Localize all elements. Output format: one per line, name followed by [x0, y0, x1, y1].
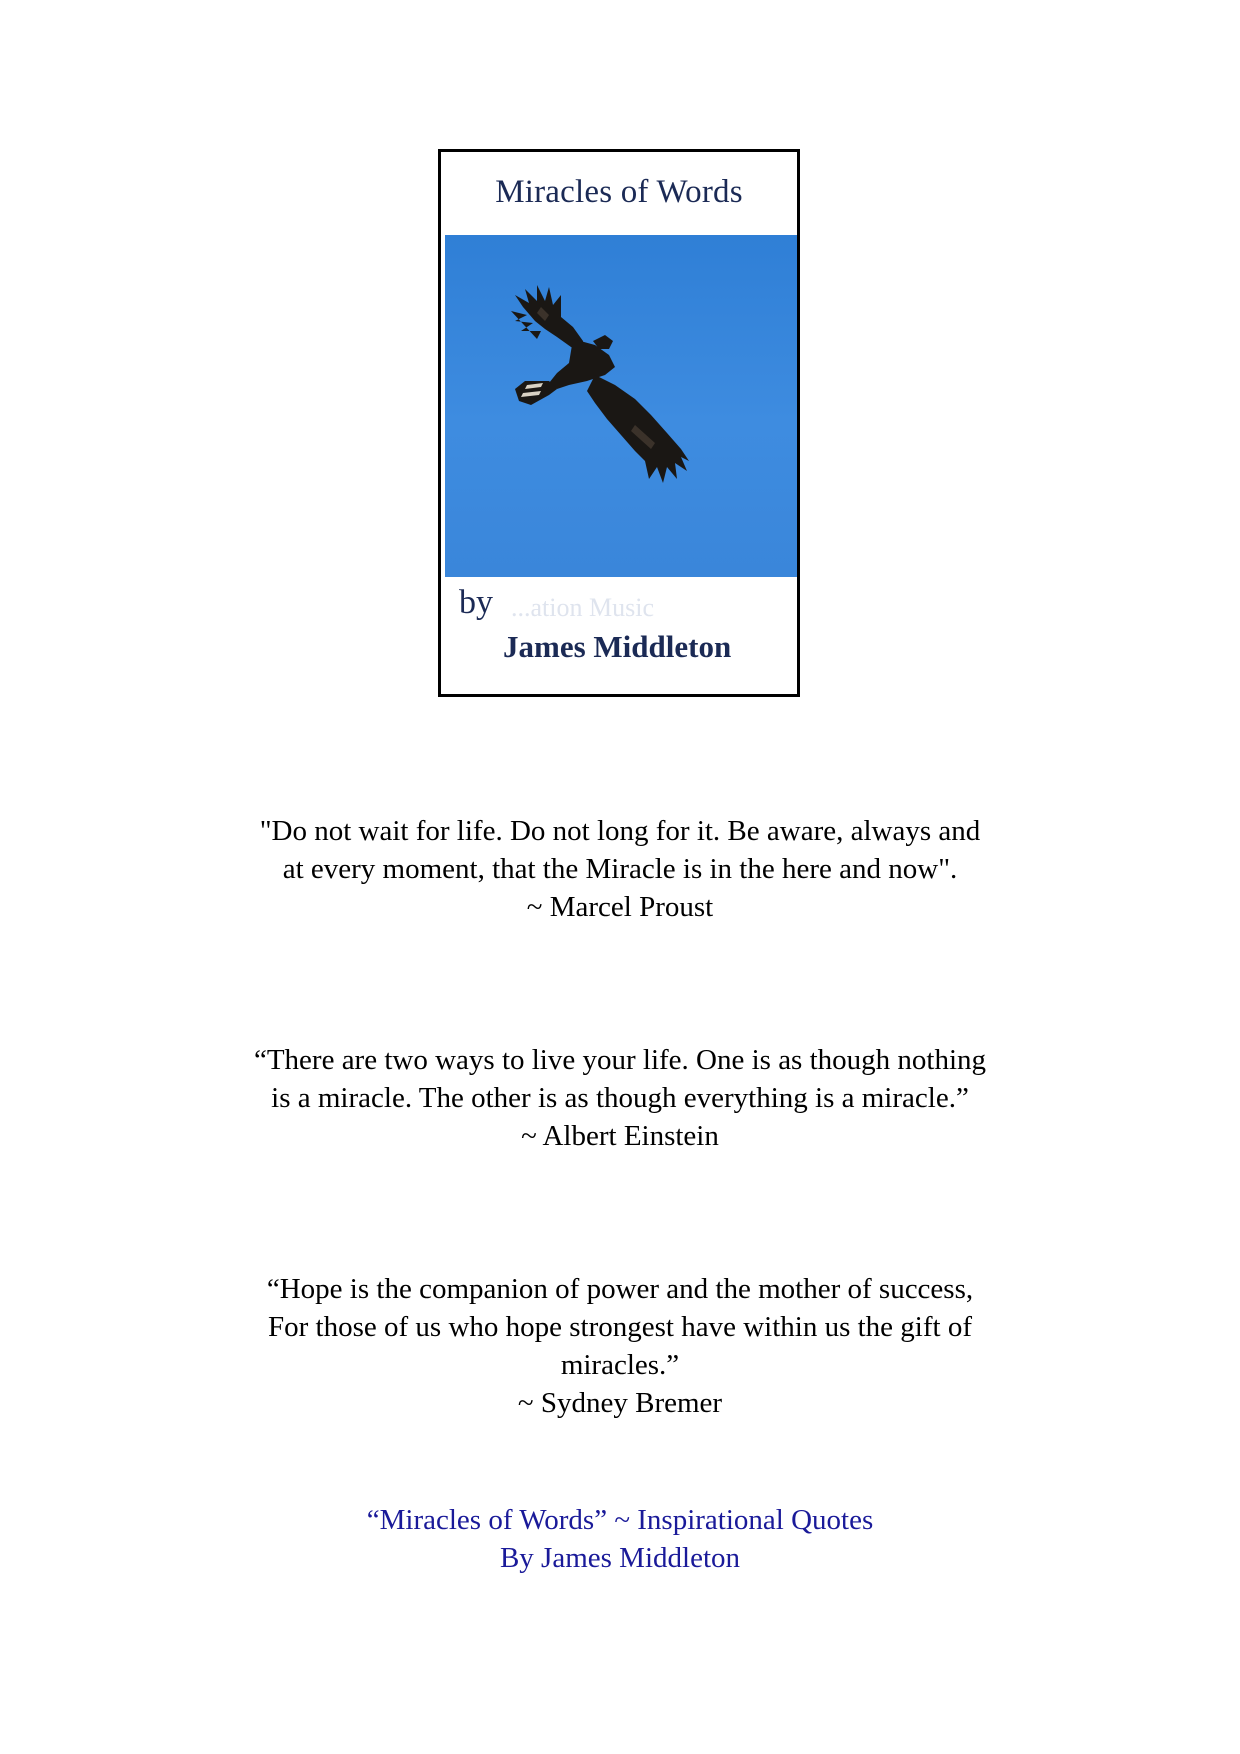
footer-author: By James Middleton — [499, 1542, 741, 1574]
quote-block — [0, 812, 1240, 926]
eagle-icon — [445, 235, 797, 577]
quotes-section — [0, 812, 1240, 1577]
quote-block — [0, 1041, 1240, 1155]
quote-block — [0, 1270, 1240, 1422]
quote-line: is a miracle. The other is as though everything is a miracle.” — [271, 1082, 969, 1114]
cover-by-label: by — [459, 584, 493, 621]
quote-attribution: ~ Sydney Bremer — [517, 1387, 723, 1419]
cover-title: Miracles of Words — [495, 174, 743, 210]
quote-line: miracles.” — [560, 1349, 680, 1381]
quote-attribution: ~ Albert Einstein — [521, 1120, 719, 1152]
cover-eagle-image — [445, 235, 797, 577]
footer-credit — [0, 1501, 1240, 1577]
quote-line: For those of us who hope strongest have within us the gift of — [268, 1311, 972, 1343]
cover-watermark: ...ation Music — [511, 593, 654, 622]
book-cover — [438, 149, 800, 697]
quote-line: at every moment, that the Miracle is in the here and now". — [282, 853, 958, 885]
quote-attribution: ~ Marcel Proust — [526, 891, 714, 923]
quote-line: “There are two ways to live your life. One is as though nothing — [253, 1044, 987, 1076]
quote-line: "Do not wait for life. Do not long for it. Be aware, always and — [259, 815, 981, 847]
footer-book-title: “Miracles of Words” ~ Inspirational Quotes — [366, 1504, 874, 1536]
quote-line: “Hope is the companion of power and the mother of success, — [266, 1273, 974, 1305]
cover-author: James Middleton — [503, 629, 732, 664]
